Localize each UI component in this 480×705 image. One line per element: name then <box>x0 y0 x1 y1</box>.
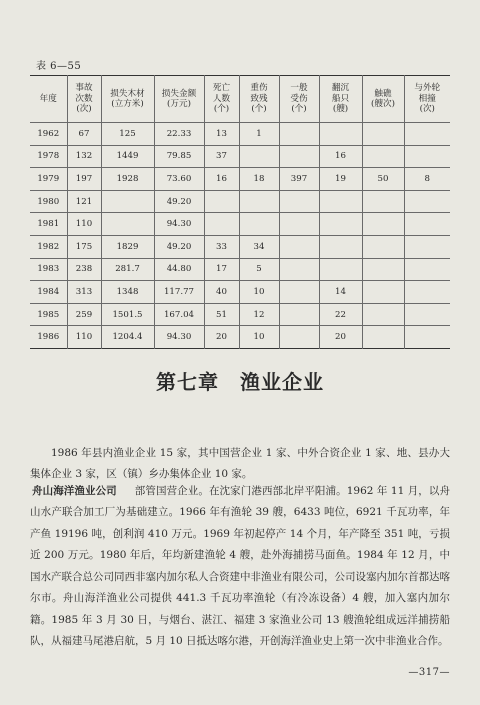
table-cell: 1348 <box>101 281 154 304</box>
table-cell: 1501.5 <box>101 303 154 326</box>
table-cell: 20 <box>204 326 239 349</box>
company-description: 部管国营企业。在沈家门港西部北岸平阳浦。1962 年 11 月，以舟山水产联合加工厂为基础建立。1966 年有渔轮 39 艘，6433 吨位，6921 千瓦功率，年产鱼 19196 吨，创利润 410 万元。1969 年初起停产 14 个月，年产降至 351 吨，亏损近 200 万元。1980 年后，年均新建渔轮 4 艘，赴外海捕捞马面鱼。1984 年 12 月，中国水产联合总公司同西非塞内加尔私人合资建中非渔业有限公司，公司设塞内加尔首都达喀尔市。舟山海洋渔业公司提供 441.3 千瓦功率渔轮（有冷冻设备）4 艘，加入塞内加尔籍。1985 年 3 月 30 日，与烟台、湛江、福建 3 家渔业公司 13 艘渔轮组成远洋捕捞船队，从福建马尾港启航，5 月 10 日抵达喀尔港，开创海洋渔业史上第一次中非渔业合作。 <box>30 484 450 647</box>
header-reef-strikes: 触礁 (艘次) <box>362 76 404 123</box>
table-row <box>30 123 450 146</box>
table-cell <box>239 213 279 236</box>
table-cell: 1204.4 <box>101 326 154 349</box>
table-cell: 22.33 <box>154 123 204 146</box>
table-cell: 20 <box>319 326 362 349</box>
table-cell <box>362 145 404 168</box>
page-number: —317— <box>408 667 450 678</box>
table-cell: 19 <box>319 168 362 191</box>
table-cell <box>404 235 450 258</box>
table-cell: 10 <box>239 281 279 304</box>
table-cell: 34 <box>239 235 279 258</box>
table-cell: 313 <box>67 281 101 304</box>
table-cell: 121 <box>67 190 101 213</box>
table-cell <box>319 235 362 258</box>
table-cell: 1983 <box>30 258 67 281</box>
table-cell: 1982 <box>30 235 67 258</box>
table-row <box>30 303 450 326</box>
table-cell <box>319 190 362 213</box>
table-row <box>30 168 450 191</box>
table-cell: 1981 <box>30 213 67 236</box>
header-year: 年度 <box>30 76 67 123</box>
table-cell <box>319 258 362 281</box>
header-minor-injury: 一般 受伤 (个) <box>279 76 319 123</box>
table-row <box>30 213 450 236</box>
table-cell: 1984 <box>30 281 67 304</box>
table-cell <box>101 213 154 236</box>
table-cell: 40 <box>204 281 239 304</box>
table-caption: 表 6—55 <box>36 61 82 72</box>
table-cell <box>362 213 404 236</box>
table-cell <box>362 123 404 146</box>
table-cell <box>279 235 319 258</box>
table-cell: 16 <box>204 168 239 191</box>
table-cell: 13 <box>204 123 239 146</box>
table-cell: 14 <box>319 281 362 304</box>
table-cell: 1986 <box>30 326 67 349</box>
header-timber-loss: 损失木材 (立方米) <box>101 76 154 123</box>
table-cell <box>404 303 450 326</box>
table-cell <box>279 123 319 146</box>
table-cell <box>362 281 404 304</box>
table-cell: 125 <box>101 123 154 146</box>
table-cell: 259 <box>67 303 101 326</box>
table-cell: 37 <box>204 145 239 168</box>
table-cell: 281.7 <box>101 258 154 281</box>
table-cell: 397 <box>279 168 319 191</box>
table-cell <box>404 258 450 281</box>
table-cell <box>362 303 404 326</box>
table-cell <box>239 190 279 213</box>
table-cell: 73.60 <box>154 168 204 191</box>
table-cell <box>319 213 362 236</box>
table-cell <box>362 258 404 281</box>
table-row <box>30 190 450 213</box>
table-cell: 1829 <box>101 235 154 258</box>
table-cell: 94.30 <box>154 326 204 349</box>
table-cell <box>279 258 319 281</box>
table-cell: 110 <box>67 213 101 236</box>
table-cell: 167.04 <box>154 303 204 326</box>
table-cell <box>101 190 154 213</box>
header-accidents: 事故 次数 (次) <box>67 76 101 123</box>
table-cell <box>404 123 450 146</box>
table-cell <box>404 190 450 213</box>
table-cell: 132 <box>67 145 101 168</box>
table-cell <box>404 213 450 236</box>
table-cell <box>239 145 279 168</box>
table-cell: 175 <box>67 235 101 258</box>
table-cell: 18 <box>239 168 279 191</box>
table-cell: 1979 <box>30 168 67 191</box>
table-cell <box>279 213 319 236</box>
table-cell: 22 <box>319 303 362 326</box>
table-cell <box>404 326 450 349</box>
table-cell <box>404 145 450 168</box>
table-cell <box>279 303 319 326</box>
table-cell <box>362 235 404 258</box>
header-serious-injury: 重伤 致残 (个) <box>239 76 279 123</box>
table-cell <box>204 213 239 236</box>
accident-statistics-table <box>30 75 450 349</box>
header-capsized-boats: 翻沉 船只 (艘) <box>319 76 362 123</box>
table-cell <box>204 190 239 213</box>
table-cell: 10 <box>239 326 279 349</box>
table-cell: 1928 <box>101 168 154 191</box>
table-cell: 44.80 <box>154 258 204 281</box>
chapter-title: 第七章 渔业企业 <box>156 370 324 394</box>
table-row <box>30 145 450 168</box>
table-cell: 197 <box>67 168 101 191</box>
table-cell: 238 <box>67 258 101 281</box>
table-cell: 49.20 <box>154 190 204 213</box>
table-cell <box>319 123 362 146</box>
table-cell: 110 <box>67 326 101 349</box>
table-cell: 1962 <box>30 123 67 146</box>
table-cell: 117.77 <box>154 281 204 304</box>
header-money-loss: 损失金额 (万元) <box>154 76 204 123</box>
table-cell: 50 <box>362 168 404 191</box>
table-cell: 8 <box>404 168 450 191</box>
table-row <box>30 235 450 258</box>
table-cell: 5 <box>239 258 279 281</box>
table-cell <box>404 281 450 304</box>
header-deaths: 死亡 人数 (个) <box>204 76 239 123</box>
table-cell: 67 <box>67 123 101 146</box>
company-paragraph <box>30 481 450 653</box>
header-foreign-collisions: 与外轮 相撞 (次) <box>404 76 450 123</box>
table-cell: 16 <box>319 145 362 168</box>
table-cell: 1 <box>239 123 279 146</box>
table-cell: 33 <box>204 235 239 258</box>
table-cell <box>279 326 319 349</box>
table-cell: 1985 <box>30 303 67 326</box>
company-name: 舟山海洋渔业公司 <box>32 484 117 497</box>
table-cell <box>279 190 319 213</box>
table-cell <box>279 145 319 168</box>
table-cell: 79.85 <box>154 145 204 168</box>
table-cell: 1449 <box>101 145 154 168</box>
intro-paragraph: 1986 年县内渔业企业 15 家，其中国营企业 1 家、中外合资企业 1 家、地、县办大集体企业 3 家，区（镇）乡办集体企业 10 家。 <box>30 446 450 480</box>
table-cell <box>362 326 404 349</box>
table-cell <box>362 190 404 213</box>
table-cell: 1978 <box>30 145 67 168</box>
table-cell: 1980 <box>30 190 67 213</box>
table-cell: 12 <box>239 303 279 326</box>
table-cell: 17 <box>204 258 239 281</box>
table-cell <box>279 281 319 304</box>
table-row <box>30 281 450 304</box>
table-cell: 94.30 <box>154 213 204 236</box>
table-row <box>30 326 450 349</box>
table-header-row <box>30 76 450 123</box>
table-cell: 49.20 <box>154 235 204 258</box>
table-row <box>30 258 450 281</box>
table-cell: 51 <box>204 303 239 326</box>
